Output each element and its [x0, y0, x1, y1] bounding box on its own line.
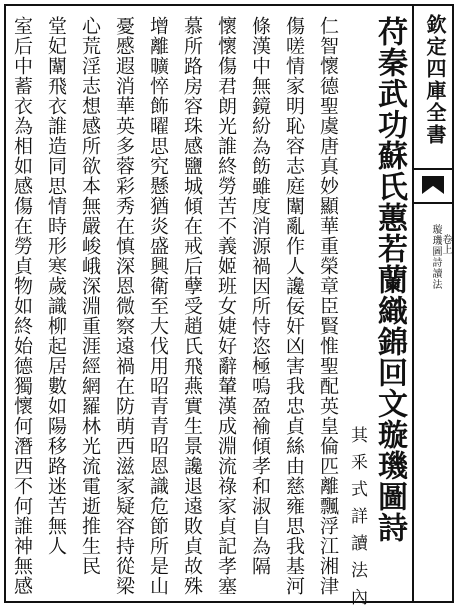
book-page [4, 4, 454, 615]
running-title: 璇璣圖詩讀法 [430, 224, 441, 290]
main-text [4, 6, 410, 615]
text-column: 條漢中無鏡紛為飭雖度消源禍因所恃恣極嗚盈褕傾孝和淑自為隔 [249, 16, 271, 576]
text-columns [4, 6, 410, 615]
page-header-column [412, 6, 452, 601]
poem-title: 苻秦武功蘇氏蕙若蘭織錦回文璇璣圖詩 [372, 16, 407, 543]
text-column: 慕所路房容珠感鹽城傾在戒后孽受趙氏飛燕實生景讒退遠敗貞故殊 [181, 16, 203, 596]
juan-label: 卷上 [440, 234, 451, 254]
text-column: 心荒淫志想感所欲本無嚴峻峨深淵重涯經網羅林光流電逝推生民 [79, 16, 101, 576]
text-column: 室后中蓄衣為相如感傷在勞貞物如終始德獨懷何潛西不何誰神無感 [11, 16, 33, 596]
reading-note: 其釆式詳讀法內 [347, 426, 367, 615]
text-column: 懷懷傷君朗光誰終勞苦不義姬班女婕好辭輦漢成淵流祿家貞記孝塞 [215, 16, 237, 596]
text-column: 憂慼遐消華英多蓉彩秀在慎深恩微察遠禍在防萌西滋家疑容持從梁 [113, 16, 135, 596]
text-column: 傷嗟情家明恥容志庭闈亂作人讒佞奸凶害我忠貞絲由慈雍思我基河 [283, 16, 305, 596]
text-column: 堂妃闈飛衣誰造同思情時形寒歲識柳起居數如陽移路迷苦無人 [45, 16, 67, 556]
text-column: 增離曠悴飾曜思究懸猶炎盛興衛至大伐用昭青青昭恩識危節所是山 [147, 16, 169, 596]
text-column: 仁智懷德聖虞唐真妙顯華重榮章臣賢惟聖配英皇倫匹離飄浮江湘津 [317, 16, 339, 596]
fishtail-mark-icon [414, 168, 452, 204]
library-title: 欽定四庫全書 [423, 14, 447, 146]
